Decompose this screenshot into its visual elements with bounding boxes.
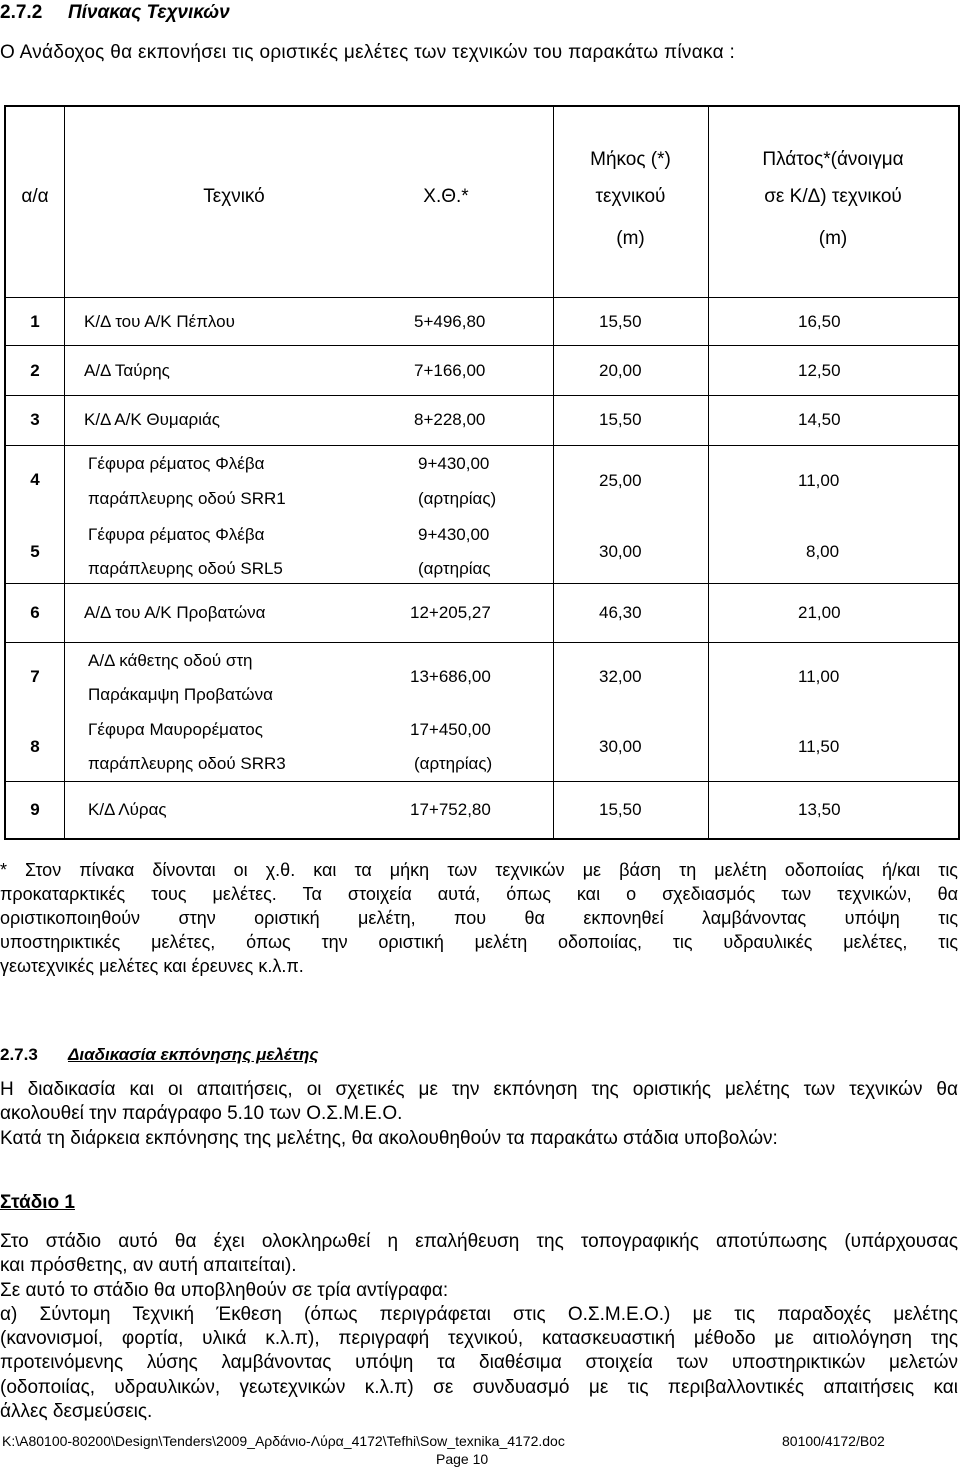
row-width: 8,00 bbox=[806, 542, 840, 561]
row-name: παράπλευρης οδού SRR1 bbox=[88, 489, 286, 508]
row-name: Γέφυρα ρέματος Φλέβα bbox=[88, 454, 265, 473]
table-row-divider bbox=[6, 583, 958, 584]
row-width: 11,00 bbox=[798, 471, 840, 490]
header-length-3: (m) bbox=[616, 228, 645, 249]
stage-line: προτεινόμενης λύσης λαμβάνοντας υπόψη τα διαθέσιμα στοιχεία των υποστηρικτικών μελετών bbox=[0, 1352, 958, 1373]
row-chainage: 13+686,00 bbox=[410, 667, 491, 686]
note-line: οριστικοποιηθούν στην οριστική μελέτη, που θα εκπονηθεί λαμβάνοντας υπόψη τις bbox=[0, 908, 958, 928]
row-name: Α/Δ κάθετης οδού στη bbox=[88, 651, 253, 670]
table-row-divider bbox=[6, 445, 958, 446]
row-name: Παράκαμψη Προβατώνα bbox=[88, 685, 273, 704]
row-name: Α/Δ του Α/Κ Προβατώνα bbox=[84, 603, 266, 622]
note-line: προκαταρκτικές τους μελέτες. Τα στοιχεία αυτά, όπως και ο σχεδιασμός των τεχνικών, θα bbox=[0, 884, 958, 904]
row-name: Κ/Δ Λύρας bbox=[88, 800, 167, 819]
row-length: 20,00 bbox=[599, 361, 642, 380]
row-length: 25,00 bbox=[599, 471, 642, 490]
row-chainage: (αρτηρίας) bbox=[418, 489, 497, 508]
row-width: 16,50 bbox=[798, 312, 841, 331]
row-width: 21,00 bbox=[798, 603, 841, 622]
row-length: 46,30 bbox=[599, 603, 642, 622]
technical-works-table bbox=[4, 105, 960, 840]
row-chainage: 7+166,00 bbox=[414, 361, 486, 380]
table-row-divider bbox=[6, 781, 958, 782]
stage-line: (οδοποιίας, υδραυλικών, γεωτεχνικών κ.λ.π) σε συνδυασμό με τις περιβαλλοντικές απαιτήσεις και bbox=[0, 1377, 958, 1398]
row-length: 15,50 bbox=[599, 312, 642, 331]
header-aa: α/α bbox=[21, 186, 49, 207]
row-chainage: 17+450,00 bbox=[410, 720, 491, 739]
procedure-line: Η διαδικασία και οι απαιτήσεις, οι σχετικές με την εκπόνηση της οριστικής μελέτης των τεχνικών θα bbox=[0, 1079, 958, 1100]
table-row-divider bbox=[6, 642, 958, 643]
stage-line: (κανονισμοί, φορτία, υλικά κ.λ.π), περιγραφή τεχνικού, κατασκευαστική μέθοδο με αιτιολόγηση της bbox=[0, 1328, 958, 1349]
row-width: 11,00 bbox=[798, 667, 840, 686]
row-aa: 1 bbox=[30, 312, 40, 331]
header-chainage: Χ.Θ.* bbox=[423, 186, 469, 207]
row-aa: 8 bbox=[30, 737, 40, 756]
section-number: 2.7.2 bbox=[0, 2, 43, 23]
row-length: 30,00 bbox=[599, 542, 642, 561]
row-aa: 2 bbox=[30, 361, 40, 380]
header-length-1: Μήκος (*) bbox=[590, 149, 671, 170]
row-length: 32,00 bbox=[599, 667, 642, 686]
row-aa: 3 bbox=[30, 410, 40, 429]
header-name: Τεχνικό bbox=[203, 186, 265, 207]
row-aa: 7 bbox=[30, 667, 40, 686]
row-name: Γέφυρα ρέματος Φλέβα bbox=[88, 525, 265, 544]
row-width: 14,50 bbox=[798, 410, 841, 429]
row-name: παράπλευρης οδού SRR3 bbox=[88, 754, 286, 773]
intro-text: Ο Ανάδοχος θα εκπονήσει τις οριστικές μελέτες των τεχνικών του παρακάτω πίνακα : bbox=[0, 42, 736, 63]
stage-line: και πρόσθετης, αν αυτή απαιτείται). bbox=[0, 1255, 297, 1276]
note-line: υποστηρικτικές μελέτες, όπως την οριστική μελέτη οδοποιίας, τις υδραυλικές μελέτες, τις bbox=[0, 932, 958, 952]
row-aa: 9 bbox=[30, 800, 40, 819]
row-width: 13,50 bbox=[798, 800, 841, 819]
row-aa: 4 bbox=[30, 470, 40, 489]
note-line: γεωτεχνικές μελέτες και έρευνες κ.λ.π. bbox=[0, 956, 304, 976]
footer-file-path: K:\A80100-80200\Design\Tenders\2009_Αρδάνιο-Λύρα_4172\Tefhi\Sow_texnika_4172.doc bbox=[2, 1433, 565, 1449]
row-name: παράπλευρης οδού SRL5 bbox=[88, 559, 283, 578]
stage-line: Σε αυτό το στάδιο θα υποβληθούν σε τρία αντίγραφα: bbox=[0, 1280, 449, 1301]
row-aa: 6 bbox=[30, 603, 40, 622]
row-width: 11,50 bbox=[798, 737, 840, 756]
row-name: Κ/Δ του Α/Κ Πέπλου bbox=[84, 312, 235, 331]
row-name: Α/Δ Ταύρης bbox=[84, 361, 170, 380]
table-row-divider bbox=[6, 345, 958, 346]
table-col-divider bbox=[64, 107, 65, 838]
table-row-divider bbox=[6, 297, 958, 298]
row-width: 12,50 bbox=[798, 361, 841, 380]
row-chainage: 5+496,80 bbox=[414, 312, 486, 331]
row-aa: 5 bbox=[30, 542, 40, 561]
header-width-2: σε Κ/Δ) τεχνικού bbox=[764, 186, 902, 207]
row-chainage: (αρτηρίας bbox=[418, 559, 491, 578]
row-name: Γέφυρα Μαυρορέματος bbox=[88, 720, 263, 739]
header-width-1: Πλάτος*(άνοιγμα bbox=[762, 149, 904, 170]
stage-line: Στο στάδιο αυτό θα έχει ολοκληρωθεί η επαλήθευση της τοπογραφικής αποτύπωσης (υπάρχουσας bbox=[0, 1231, 958, 1252]
row-chainage: 9+430,00 bbox=[418, 454, 490, 473]
footer-doc-code: 80100/4172/B02 bbox=[782, 1433, 885, 1449]
subsection-title: Διαδικασία εκπόνησης μελέτης bbox=[68, 1045, 319, 1064]
header-length-2: τεχνικού bbox=[595, 186, 666, 207]
row-chainage: 8+228,00 bbox=[414, 410, 486, 429]
row-length: 30,00 bbox=[599, 737, 642, 756]
row-name: Κ/Δ Α/Κ Θυμαριάς bbox=[84, 410, 220, 429]
procedure-line: ακολουθεί την παράγραφο 5.10 των Ο.Σ.Μ.Ε.Ο. bbox=[0, 1103, 403, 1124]
stage-title: Στάδιο 1 bbox=[0, 1192, 75, 1213]
row-chainage: (αρτηρίας) bbox=[414, 754, 493, 773]
footer-page-number: Page 10 bbox=[436, 1451, 489, 1467]
procedure-line: Κατά τη διάρκεια εκπόνησης της μελέτης, θα ακολουθηθούν τα παρακάτω στάδια υποβολών: bbox=[0, 1128, 778, 1149]
stage-line: άλλες δεσμεύσεις. bbox=[0, 1401, 153, 1422]
row-chainage: 9+430,00 bbox=[418, 525, 490, 544]
stage-line: α) Σύντομη Τεχνική Έκθεση (όπως περιγράφεται στις Ο.Σ.Μ.Ε.Ο.) με τις παραδοχές μελέτης bbox=[0, 1304, 958, 1325]
header-width-3: (m) bbox=[818, 228, 848, 249]
row-chainage: 17+752,80 bbox=[410, 800, 491, 819]
row-length: 15,50 bbox=[599, 800, 642, 819]
table-row-divider bbox=[6, 395, 958, 396]
row-length: 15,50 bbox=[599, 410, 642, 429]
subsection-number: 2.7.3 bbox=[0, 1045, 38, 1064]
note-line: * Στον πίνακα δίνονται οι χ.θ. και τα μήκη των τεχνικών με βάση τη μελέτη οδοποιίας ή/και τις bbox=[0, 860, 958, 880]
row-chainage: 12+205,27 bbox=[410, 603, 491, 622]
section-title: Πίνακας Τεχνικών bbox=[68, 2, 230, 23]
